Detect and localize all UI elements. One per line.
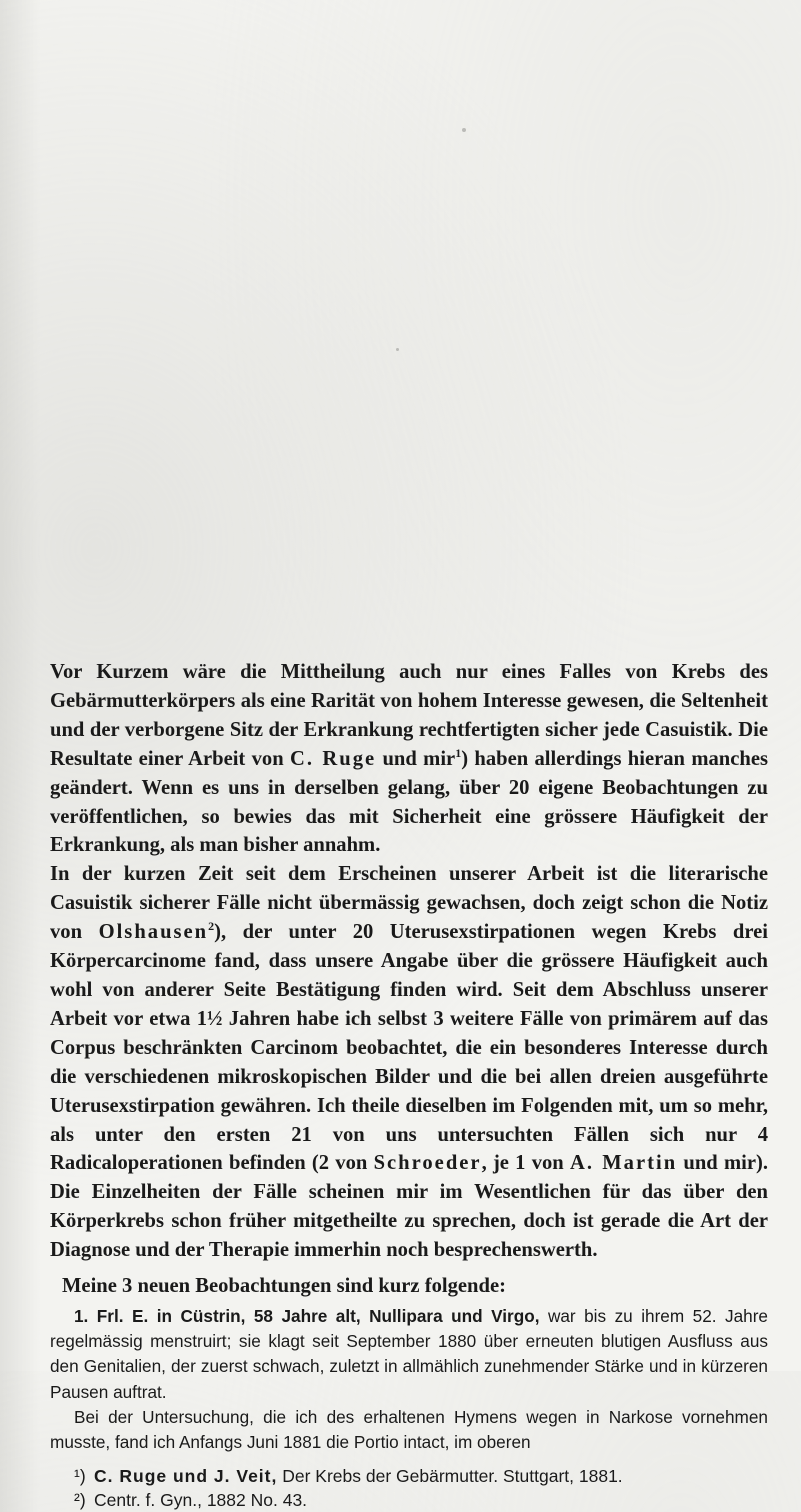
paragraph-2-text-d: und mir). Die Einzelheiten der Fälle scheinen mir im Wesentlichen für das über den Körperkrebs schon früher mitgetheilte zu sprechen, doch ist gerade die Art der Diagnose und der Therapie immerhin noch besprechenswerth. bbox=[50, 1152, 769, 1262]
author-name: Olshausen bbox=[98, 921, 209, 944]
footnote-2 bbox=[74, 1489, 768, 1512]
footnote-ref: 2 bbox=[208, 919, 215, 934]
author-name: C. Ruge bbox=[290, 747, 377, 770]
section-intro: Meine 3 neuen Beobachtungen sind kurz folgende: bbox=[62, 1275, 506, 1298]
footnote-authors: C. Ruge und J. Veit, bbox=[94, 1466, 278, 1487]
paragraph-1 bbox=[50, 658, 768, 860]
author-name: A. Martin bbox=[569, 1152, 678, 1175]
case-1-paragraph bbox=[50, 1304, 768, 1405]
paper-speck bbox=[396, 348, 399, 351]
paragraph-1-text: Vor Kurzem wäre die Mittheilung auch nur eines Falles von Krebs des Gebärmutterkörpers als eine Rarität von hohem Interesse gewesen, die Seltenheit und der verborgene Sitz der Erkrankung rechtfertigten sicher jede Casuistik. Die Resultate einer Arbeit von bbox=[50, 661, 768, 770]
paragraph-2-text: In der kurzen Zeit seit dem Erscheinen unserer Arbeit ist die literarische Casuistik sicherer Fälle nicht übermässig gewachsen, doch zeigt schon die Notiz von bbox=[50, 863, 768, 944]
footnote-mark: ¹) bbox=[74, 1466, 86, 1487]
paragraph-2 bbox=[50, 860, 768, 1265]
case-1-text: war bis zu ihrem 52. Jahre regelmässig menstruirt; sie klagt seit September 1880 über erneuten blutigen Ausfluss aus den Genitalien, der zuerst schwach, zuletzt in allmählich zunehmender Stärke und in kürzeren Pausen auftrat. bbox=[50, 1306, 768, 1402]
main-text bbox=[50, 658, 768, 1265]
case-1-lead: 1. Frl. E. in Cüstrin, 58 Jahre alt, Nullipara und Virgo, bbox=[74, 1306, 540, 1327]
footnotes bbox=[50, 1465, 768, 1512]
paragraph-1-text-b: und mir bbox=[376, 747, 456, 770]
case-1-text-2: Bei der Untersuchung, die ich des erhaltenen Hymens wegen in Narkose vornehmen musste, fand ich Anfangs Juni 1881 die Portio intact, im oberen bbox=[50, 1406, 768, 1453]
document-page bbox=[50, 658, 768, 1512]
case-1 bbox=[50, 1304, 768, 1455]
author-name: Schroeder bbox=[373, 1152, 482, 1175]
footnote-1 bbox=[74, 1465, 768, 1489]
footnote-text bbox=[94, 1465, 768, 1489]
footnote-ref: 1 bbox=[455, 745, 462, 760]
paragraph-2-text-b: ), der unter 20 Uterusexstirpationen wegen Krebs drei Körpercarcinome fand, dass unsere Angabe über die grössere Häufigkeit auch wohl von anderer Seite Bestätigung finden wird. Seit dem Abschluss unserer Arbeit vor etwa 1½ Jahren habe ich selbst 3 weitere Fälle von primärem auf das Corpus beschränkten Carcinom beobachtet, die ein besonderes Interesse durch die verschiedenen mikroskopischen Bilder und die bei allen dreien ausgeführte Uterusexstirpation gewähren. Ich theile dieselben im Folgenden mit, um so mehr, als unter den ersten 21 von uns untersuchten Fällen sich nur 4 Radicaloperationen befinden (2 von bbox=[50, 921, 768, 1175]
footnote-mark: ²) bbox=[74, 1489, 86, 1510]
paragraph-2-text-c: , je 1 von bbox=[481, 1152, 570, 1175]
paragraph-1-text-c: ) haben allerdings hieran manches geändert. Wenn es uns in derselben gelang, über 20 eigene Beobachtungen zu veröffentlichen, so bewies das mit Sicherheit eine grössere Häufigkeit der Erkrankung, als man bisher annahm. bbox=[50, 747, 768, 857]
footnote-body: Centr. f. Gyn., 1882 No. 43. bbox=[94, 1489, 308, 1510]
footnote-body: Der Krebs der Gebärmutter. Stuttgart, 1881. bbox=[277, 1466, 623, 1487]
paper-speck bbox=[462, 128, 466, 132]
